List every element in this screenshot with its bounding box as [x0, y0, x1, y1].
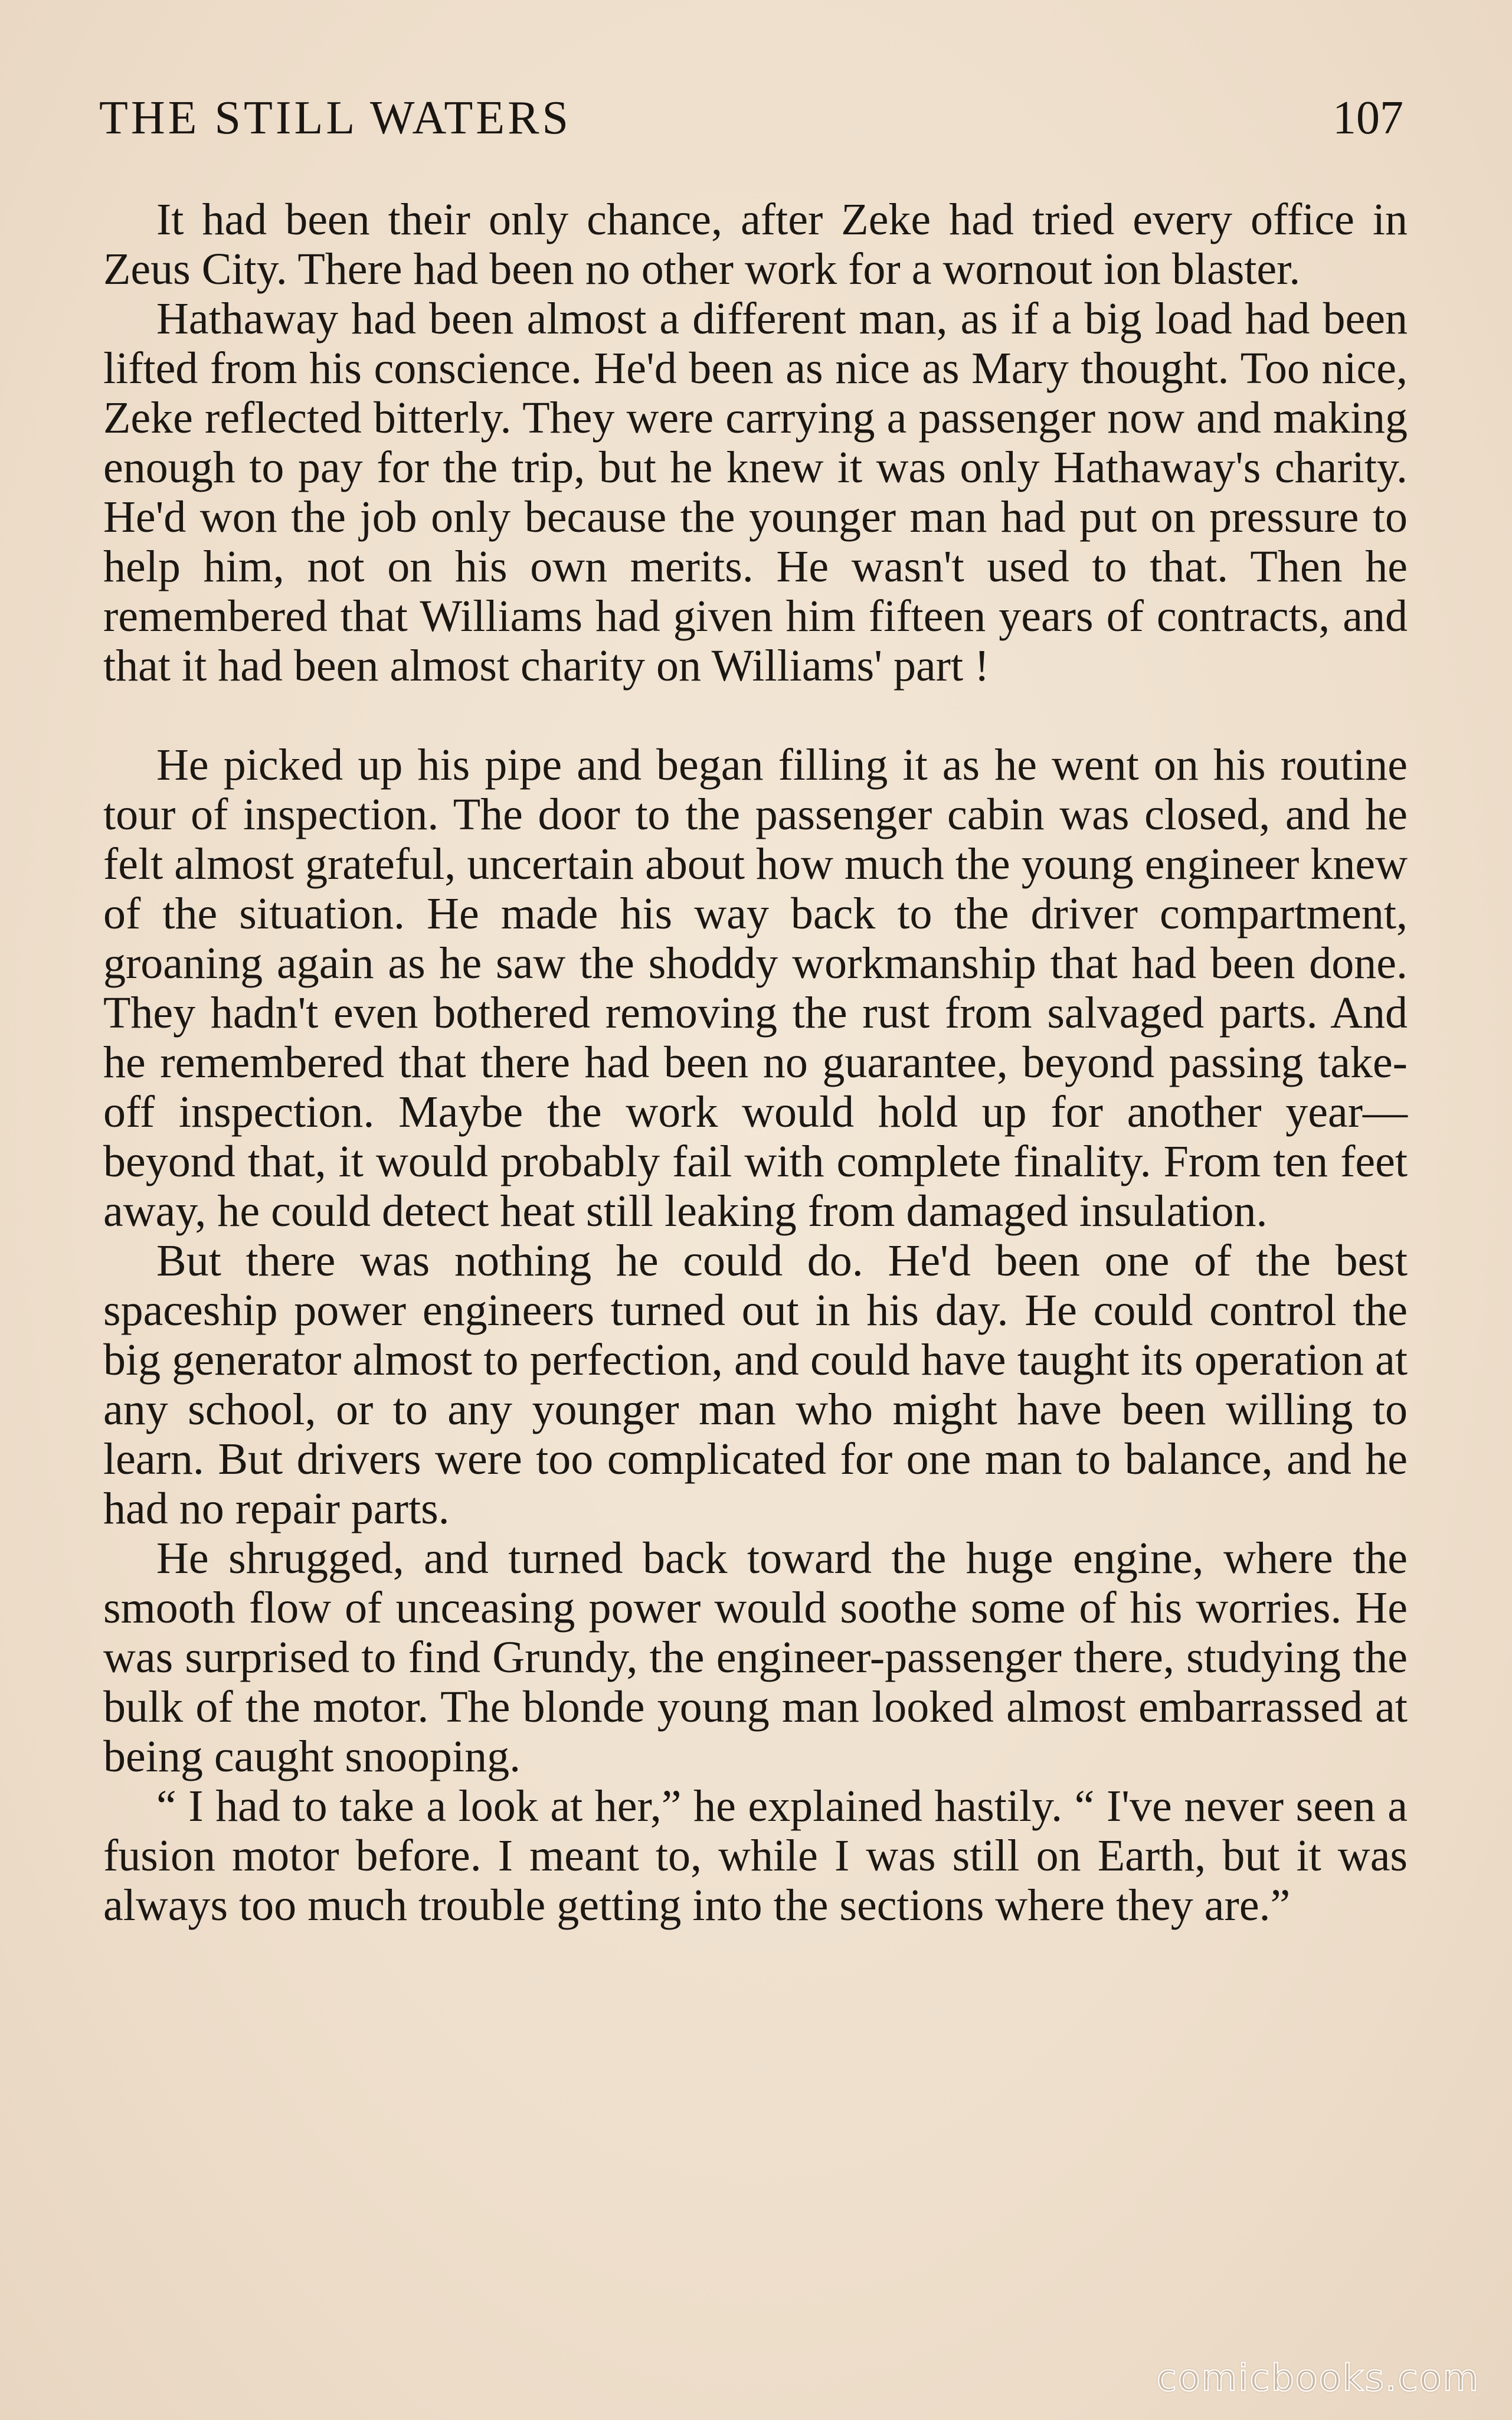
running-title: THE STILL WATERS: [99, 92, 571, 144]
page-header: [99, 89, 1403, 148]
watermark: comicbooks.com: [1156, 2356, 1480, 2399]
paragraph: It had been their only chance, after Zeke had tried every office in Zeus City. There had been no other work for a wornout ion blaster.: [103, 195, 1408, 294]
paragraph: He shrugged, and turned back toward the huge engine, where the smooth flow of unceasing power would soothe some of his worries. He was surprised to find Grundy, the engineer-passenger there, studying the bulk of the motor. The blonde young man looked almost embarrassed at being caught snooping.: [103, 1533, 1408, 1781]
paragraph: Hathaway had been almost a different man, as if a big load had been lifted from his conscience. He'd been as nice as Mary thought. Too nice, Zeke reflected bitterly. They were carrying a passenger now and making enough to pay for the trip, but he knew it was only Hathaway's charity. He'd won the job only because the younger man had put on pressure to help him, not on his own merits. He wasn't used to that. Then he remembered that Williams had given him fifteen years of contracts, and that it had been almost charity on Williams' part !: [103, 294, 1408, 691]
paragraph: “ I had to take a look at her,” he explained hastily. “ I've never seen a fusion motor before. I meant to, while I was still on Earth, but it was always too much trouble getting into the sections where they are.”: [103, 1781, 1408, 1930]
paragraph: But there was nothing he could do. He'd been one of the best spaceship power engineers turned out in his day. He could control the big generator almost to perfection, and could have taught its operation at any school, or to any younger man who might have been willing to learn. But drivers were too complicated for one man to balance, and he had no repair parts.: [103, 1236, 1408, 1533]
paragraph: He picked up his pipe and began filling it as he went on his routine tour of inspection. The door to the passenger cabin was closed, and he felt almost grateful, uncertain about how much the young engineer knew of the situation. He made his way back to the driver compartment, groaning again as he saw the shoddy workmanship that had been done. They hadn't even bothered removing the rust from salvaged parts. And he remembered that there had been no guarantee, beyond passing take-off inspection. Maybe the work would hold up for another year—beyond that, it would probably fail with complete finality. From ten feet away, he could detect heat still leaking from damaged insulation.: [103, 740, 1408, 1236]
body-text: [103, 195, 1408, 1930]
page-number: 107: [1333, 92, 1403, 144]
